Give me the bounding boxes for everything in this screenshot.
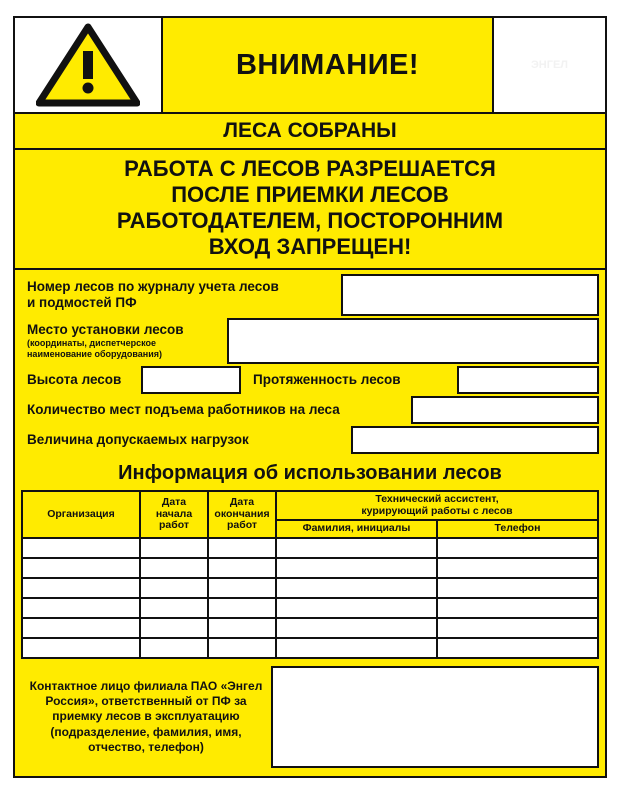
usage-table-body bbox=[22, 538, 598, 658]
banner-main-line-2: ПОСЛЕ ПРИЕМКИ ЛЕСОВ bbox=[171, 181, 449, 207]
field-row-lift-points bbox=[21, 396, 599, 426]
header bbox=[15, 18, 605, 114]
scaffold-number-label bbox=[21, 274, 341, 316]
header-technical-assistant-line-2: курирующий работы с лесов bbox=[361, 504, 513, 517]
length-label: Протяженность лесов bbox=[253, 372, 401, 388]
table-row bbox=[22, 598, 598, 618]
usage-table bbox=[21, 490, 599, 659]
warning-icon-box bbox=[15, 18, 163, 112]
table-row bbox=[22, 558, 598, 578]
scaffold-number-label-line-1: Номер лесов по журналу учета лесов bbox=[27, 278, 279, 294]
usage-table-head bbox=[22, 491, 598, 538]
allowed-load-input[interactable] bbox=[351, 426, 599, 454]
header-start-date bbox=[140, 491, 208, 538]
banner-main bbox=[15, 150, 605, 270]
cell-start-date[interactable] bbox=[140, 578, 208, 598]
cell-phone[interactable] bbox=[437, 618, 598, 638]
cell-end-date[interactable] bbox=[208, 578, 276, 598]
banner-main-line-1: РАБОТА С ЛЕСОВ РАЗРЕШАЕТСЯ bbox=[124, 156, 496, 181]
cell-end-date[interactable] bbox=[208, 638, 276, 658]
height-label: Высота лесов bbox=[27, 372, 122, 388]
header-technical-assistant bbox=[276, 491, 598, 521]
responsible-person-label-line-1: Контактное лицо филиала ПАО «Энгел bbox=[29, 678, 263, 693]
cell-start-date[interactable] bbox=[140, 538, 208, 558]
cell-start-date[interactable] bbox=[140, 558, 208, 578]
cell-full-name[interactable] bbox=[276, 558, 437, 578]
banner-main-line-4: ВХОД ЗАПРЕЩЕН! bbox=[208, 233, 412, 259]
lift-points-input[interactable] bbox=[411, 396, 599, 424]
cell-full-name[interactable] bbox=[276, 538, 437, 558]
location-label-sub-2: наименование оборудования) bbox=[27, 349, 163, 360]
cell-organization[interactable] bbox=[22, 598, 140, 618]
cell-full-name[interactable] bbox=[276, 598, 437, 618]
usage-header-row-1 bbox=[22, 491, 598, 521]
header-end-date-line-2: окончания bbox=[214, 507, 270, 520]
cell-end-date[interactable] bbox=[208, 598, 276, 618]
header-start-date-line-3: работ bbox=[158, 519, 190, 532]
cell-start-date[interactable] bbox=[140, 638, 208, 658]
cell-phone[interactable] bbox=[437, 578, 598, 598]
responsible-person-label-line-4: (подразделение, фамилия, имя, bbox=[50, 724, 242, 739]
usage-section-title: Информация об использовании лесов bbox=[118, 461, 502, 484]
allowed-load-label: Величина допускаемых нагрузок bbox=[27, 432, 249, 448]
cell-full-name[interactable] bbox=[276, 638, 437, 658]
cell-end-date[interactable] bbox=[208, 618, 276, 638]
scaffold-tag-placard bbox=[13, 16, 607, 778]
footer-section bbox=[15, 659, 605, 776]
header-end-date bbox=[208, 491, 276, 538]
responsible-person-label-line-2: Россия», ответственный от ПФ за bbox=[45, 693, 247, 708]
location-label bbox=[21, 318, 227, 364]
company-logo bbox=[492, 18, 605, 112]
location-input[interactable] bbox=[227, 318, 599, 364]
cell-phone[interactable] bbox=[437, 558, 598, 578]
cell-full-name[interactable] bbox=[276, 578, 437, 598]
header-start-date-line-2: начала bbox=[155, 507, 193, 520]
header-end-date-line-1: Дата bbox=[229, 495, 255, 508]
height-input[interactable] bbox=[141, 366, 241, 394]
fields-section bbox=[15, 270, 605, 456]
table-row bbox=[22, 618, 598, 638]
cell-end-date[interactable] bbox=[208, 538, 276, 558]
usage-table-wrap bbox=[15, 490, 605, 659]
cell-organization[interactable] bbox=[22, 638, 140, 658]
header-title: ВНИМАНИЕ! bbox=[235, 48, 420, 81]
responsible-person-label bbox=[21, 666, 271, 768]
scaffold-number-label-line-2: и подмостей ПФ bbox=[27, 294, 137, 310]
location-label-sub-1: (координаты, диспетчерское bbox=[27, 337, 157, 348]
header-full-name: Фамилия, инициалы bbox=[276, 520, 437, 538]
cell-start-date[interactable] bbox=[140, 598, 208, 618]
cell-full-name[interactable] bbox=[276, 618, 437, 638]
header-technical-assistant-line-1: Технический ассистент, bbox=[375, 492, 499, 505]
cell-organization[interactable] bbox=[22, 618, 140, 638]
header-organization: Организация bbox=[22, 491, 140, 538]
field-row-allowed-load bbox=[21, 426, 599, 456]
scaffold-number-input[interactable] bbox=[341, 274, 599, 316]
cell-phone[interactable] bbox=[437, 538, 598, 558]
cell-organization[interactable] bbox=[22, 538, 140, 558]
responsible-person-label-line-5: отчество, телефон) bbox=[88, 740, 204, 755]
table-row bbox=[22, 638, 598, 658]
header-end-date-line-3: работ bbox=[226, 519, 258, 532]
cell-organization[interactable] bbox=[22, 558, 140, 578]
header-phone: Телефон bbox=[437, 520, 598, 538]
banner-assembled: ЛЕСА СОБРАНЫ bbox=[15, 114, 605, 150]
table-row bbox=[22, 578, 598, 598]
field-row-height-length bbox=[21, 366, 599, 396]
length-input[interactable] bbox=[457, 366, 599, 394]
location-label-main: Место установки лесов bbox=[27, 321, 184, 337]
warning-triangle-icon bbox=[36, 23, 140, 107]
field-row-location bbox=[21, 318, 599, 366]
table-row bbox=[22, 538, 598, 558]
responsible-person-label-line-3: приемку лесов в эксплуатацию bbox=[52, 709, 240, 724]
responsible-person-input[interactable] bbox=[271, 666, 599, 768]
cell-phone[interactable] bbox=[437, 638, 598, 658]
cell-organization[interactable] bbox=[22, 578, 140, 598]
cell-start-date[interactable] bbox=[140, 618, 208, 638]
cell-end-date[interactable] bbox=[208, 558, 276, 578]
banner-main-line-3: РАБОТОДАТЕЛЕМ, ПОСТОРОННИМ bbox=[116, 207, 504, 233]
field-row-scaffold-number bbox=[21, 274, 599, 318]
lift-points-label: Количество мест подъема работников на леса bbox=[27, 402, 340, 418]
logo-text: ЭНГЕЛ bbox=[530, 59, 569, 71]
header-start-date-line-1: Дата bbox=[161, 495, 187, 508]
cell-phone[interactable] bbox=[437, 598, 598, 618]
